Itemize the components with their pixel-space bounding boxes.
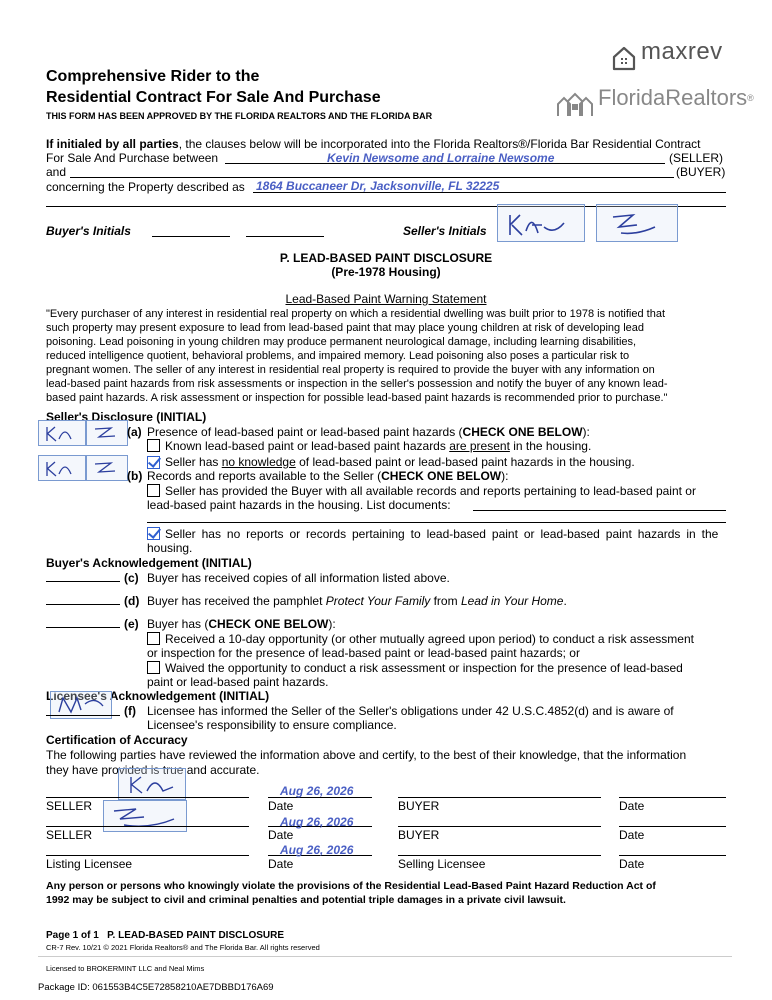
known-lead-pre: Known lead-based paint or lead-based paint hazards — [165, 439, 450, 453]
seller-disclosure-heading: Seller's Disclosure (INITIAL) — [46, 410, 207, 424]
records-provided-line1: Seller has provided the Buyer with all available records and reports pertaining to lead-based paint or — [165, 484, 696, 498]
intro-line1 — [46, 137, 700, 151]
seller-initial-signature-2[interactable] — [596, 204, 678, 242]
intro-lead: If initialed by all parties — [46, 137, 179, 151]
item-d-end: . — [563, 594, 567, 608]
item-a-text-end: ): — [582, 425, 590, 439]
buyer-label-2: BUYER — [398, 828, 440, 842]
known-lead-text — [165, 439, 591, 453]
item-e-text — [147, 617, 336, 631]
buyer-names-line — [70, 177, 674, 178]
intro-lead-rest: , the clauses below will be incorporated into the Florida Realtors®/Florida Bar Residential Contract — [178, 137, 701, 151]
florida-realtors-wordmark: FloridaRealtors® — [598, 85, 754, 110]
item-b-text-end: ): — [501, 469, 509, 483]
sig-line-left-1 — [46, 797, 249, 798]
seller-initial-signature-1[interactable] — [497, 204, 585, 242]
brand-realtors: Realtors — [665, 85, 748, 110]
form-title-line2: Residential Contract For Sale And Purchase — [46, 89, 381, 106]
item-a-text — [147, 425, 590, 439]
certification-line2: they have provided is true and accurate. — [46, 763, 260, 777]
seller-initial-a-2[interactable] — [86, 420, 128, 446]
waived-opportunity-line2: paint or lead-based paint hazards. — [147, 675, 329, 689]
seller-signature-1[interactable] — [118, 768, 186, 800]
seller-names-field[interactable]: Kevin Newsome and Lorraine Newsome — [327, 151, 555, 165]
seller-initials-label: Seller's Initials — [403, 224, 487, 238]
sig-line-left-2 — [46, 826, 249, 827]
no-knowledge-text — [165, 455, 635, 469]
warning-line-4: reduced intelligence quotient, behavioral problems, and impaired memory. Lead poisoning also poses a particular risk to — [46, 350, 630, 362]
brand-florida: Florida — [598, 85, 666, 110]
records-provided-line2: lead-based paint hazards in the housing. List documents: — [147, 498, 451, 512]
sig-line-rdate-2 — [619, 826, 726, 827]
footer-divider — [38, 956, 732, 957]
buyer-role-label: (BUYER) — [676, 165, 726, 179]
warning-line-5: pregnant women. The seller of any interest in residential real property is required to provide the buyer with any information on — [46, 364, 655, 376]
sig-line-right-1 — [398, 797, 601, 798]
seller-label-2: SELLER — [46, 828, 93, 842]
seller-signature-2[interactable] — [103, 800, 187, 832]
item-d-pamphlet-2: Lead in Your Home — [460, 594, 564, 608]
buyer-initial-e-line[interactable] — [46, 627, 120, 628]
item-a-check-one: CHECK ONE BELOW — [462, 425, 583, 439]
licensee-ack-heading: Licensee's Acknowledgement (INITIAL) — [46, 689, 270, 703]
maxrev-wordmark: maxrev — [641, 38, 723, 65]
intro-between-label: For Sale And Purchase between — [46, 151, 219, 165]
received-opportunity-line1: Received a 10-day opportunity (or other mutually agreed upon period) to conduct a risk assessment — [165, 632, 694, 646]
section-title: P. LEAD-BASED PAINT DISCLOSURE — [279, 251, 493, 265]
listing-licensee-label: Listing Licensee — [46, 857, 133, 871]
rdate-label-2: Date — [619, 828, 645, 842]
waived-opportunity-checkbox[interactable] — [147, 661, 160, 674]
footer-revision: CR-7 Rev. 10/21 © 2021 Florida Realtors® and The Florida Bar. All rights reserved — [46, 943, 320, 952]
waived-opportunity-line1: Waived the opportunity to conduct a risk assessment or inspection for the presence of lead-based — [165, 661, 683, 675]
buyer-initial-line-2 — [246, 236, 324, 237]
item-a-text-pre: Presence of lead-based paint or lead-based paint hazards ( — [147, 425, 463, 439]
warning-line-6: lead-based paint hazards from risk assessments or inspection in the seller's possession and notify the buyer of any known lead- — [46, 378, 668, 390]
footer-licensed: Licensed to BROKERMINT LLC and Neal Mims — [46, 964, 205, 973]
property-field[interactable]: 1864 Buccaneer Dr, Jacksonville, FL 32225 — [256, 179, 500, 193]
property-label: concerning the Property described as — [46, 180, 245, 194]
sig-line-rdate-3 — [619, 855, 726, 856]
certification-line1: The following parties have reviewed the information above and certify, to the best of their knowledge, that the information — [46, 748, 687, 762]
item-c-label: (c) — [124, 571, 139, 585]
item-d-pamphlet-1: Protect Your Family — [325, 594, 431, 608]
sig-line-right-2 — [398, 826, 601, 827]
item-e-label: (e) — [124, 617, 139, 631]
seller-initial-a2-1[interactable] — [38, 455, 86, 481]
no-knowledge-checkbox[interactable] — [147, 456, 160, 469]
warning-heading: Lead-Based Paint Warning Statement — [285, 292, 487, 306]
florida-realtors-emblem-icon — [556, 92, 594, 118]
seller-role-label: (SELLER) — [669, 151, 724, 165]
item-e-check-one: CHECK ONE BELOW — [208, 617, 329, 631]
item-e-end: ): — [328, 617, 336, 631]
warning-line-7: based paint hazards. A risk assessment or inspection for possible lead-based paint hazards is recommended prior to purchase." — [46, 392, 668, 404]
item-c-text: Buyer has received copies of all information listed above. — [147, 571, 450, 585]
approval-note: THIS FORM HAS BEEN APPROVED BY THE FLORIDA REALTORS AND THE FLORIDA BAR — [46, 111, 433, 121]
rdate-label-3: Date — [619, 857, 645, 871]
buyer-initial-d-line[interactable] — [46, 604, 120, 605]
item-b-label: (b) — [127, 469, 143, 483]
footer-page-title: P. LEAD-BASED PAINT DISCLOSURE — [107, 930, 285, 941]
seller-date-2[interactable]: Aug 26, 2026 — [280, 815, 354, 829]
received-opportunity-checkbox[interactable] — [147, 632, 160, 645]
buyer-initial-line-1 — [152, 236, 230, 237]
date-label-2: Date — [268, 828, 294, 842]
item-d-text — [147, 594, 567, 608]
item-b-check-one: CHECK ONE BELOW — [381, 469, 502, 483]
list-documents-line[interactable] — [473, 510, 726, 511]
received-opportunity-line2: or inspection for the presence of lead-based paint or lead-based paint hazards; or — [147, 646, 580, 660]
item-d-pre: Buyer has received the pamphlet — [147, 594, 326, 608]
certification-heading: Certification of Accuracy — [46, 733, 188, 747]
footer-page-number: Page 1 of 1 — [46, 930, 99, 941]
licensee-initial-f-line[interactable] — [46, 715, 120, 716]
section-subtitle: (Pre-1978 Housing) — [331, 265, 441, 279]
buyer-label-1: BUYER — [398, 799, 440, 813]
no-records-checkbox[interactable] — [147, 527, 160, 540]
sig-line-right-3 — [398, 855, 601, 856]
rdate-label-1: Date — [619, 799, 645, 813]
no-knowledge-pre: Seller has — [165, 455, 222, 469]
date-label-3: Date — [268, 857, 294, 871]
penalty-line2: 1992 may be subject to civil and criminal penalties and potential triple damages in a private civil lawsuit. — [46, 894, 566, 906]
item-b-text — [147, 469, 508, 483]
item-a-label: (a) — [127, 425, 142, 439]
buyer-initials-label: Buyer's Initials — [46, 224, 131, 238]
no-knowledge-underline: no knowledge — [221, 455, 296, 469]
warning-line-2: such property may present exposure to lead from lead-based paint that may place young children at risk of developing lead — [46, 322, 645, 334]
no-records-line2: housing. — [147, 541, 193, 555]
known-lead-underline: are present — [449, 439, 510, 453]
records-provided-checkbox[interactable] — [147, 484, 160, 497]
sig-line-rdate-1 — [619, 797, 726, 798]
selling-licensee-label: Selling Licensee — [398, 857, 486, 871]
item-d-mid: from — [430, 594, 461, 608]
house-icon — [610, 44, 638, 72]
item-f-line2: Licensee's responsibility to ensure compliance. — [147, 718, 397, 732]
item-f-label: (f) — [124, 704, 136, 718]
seller-initial-a-1[interactable] — [38, 420, 86, 446]
form-title-line1: Comprehensive Rider to the — [46, 68, 260, 85]
sig-line-left-3 — [46, 855, 249, 856]
listing-licensee-date[interactable]: Aug 26, 2026 — [280, 843, 354, 857]
seller-label-1: SELLER — [46, 799, 93, 813]
item-f-line1: Licensee has informed the Seller of the Seller's obligations under 42 U.S.C.4852(d) and is aware of — [147, 704, 674, 718]
footer-page — [46, 929, 284, 943]
penalty-line1: Any person or persons who knowingly violate the provisions of the Residential Lead-Based Paint Hazard Reduction Act of — [46, 880, 656, 892]
item-e-pre: Buyer has ( — [147, 617, 209, 631]
date-label-1: Date — [268, 799, 294, 813]
list-documents-line-2[interactable] — [147, 522, 726, 523]
seller-date-1[interactable]: Aug 26, 2026 — [280, 784, 354, 798]
seller-initial-a2-2[interactable] — [86, 455, 128, 481]
buyer-ack-heading: Buyer's Acknowledgement (INITIAL) — [46, 556, 252, 570]
known-lead-checkbox[interactable] — [147, 439, 160, 452]
warning-line-1: "Every purchaser of any interest in residential real property on which a residential dwelling was built prior to 1978 is notified that — [46, 308, 666, 320]
intro-and-label: and — [46, 165, 67, 179]
no-knowledge-post: of lead-based paint or lead-based paint hazards in the housing. — [295, 455, 635, 469]
footer-package-id: Package ID: 061553B4C5E72858210AE7DBBD176A69 — [38, 982, 274, 993]
buyer-initial-c-line[interactable] — [46, 581, 120, 582]
no-records-line1: Seller has no reports or records pertaining to lead-based paint or lead-based paint hazards in the — [165, 527, 719, 541]
warning-line-3: poisoning. Lead poisoning in young children may produce permanent neurological damage, including learning disabilities, — [46, 336, 637, 348]
known-lead-post: in the housing. — [509, 439, 592, 453]
item-d-label: (d) — [124, 594, 140, 608]
item-b-text-pre: Records and reports available to the Seller ( — [147, 469, 382, 483]
